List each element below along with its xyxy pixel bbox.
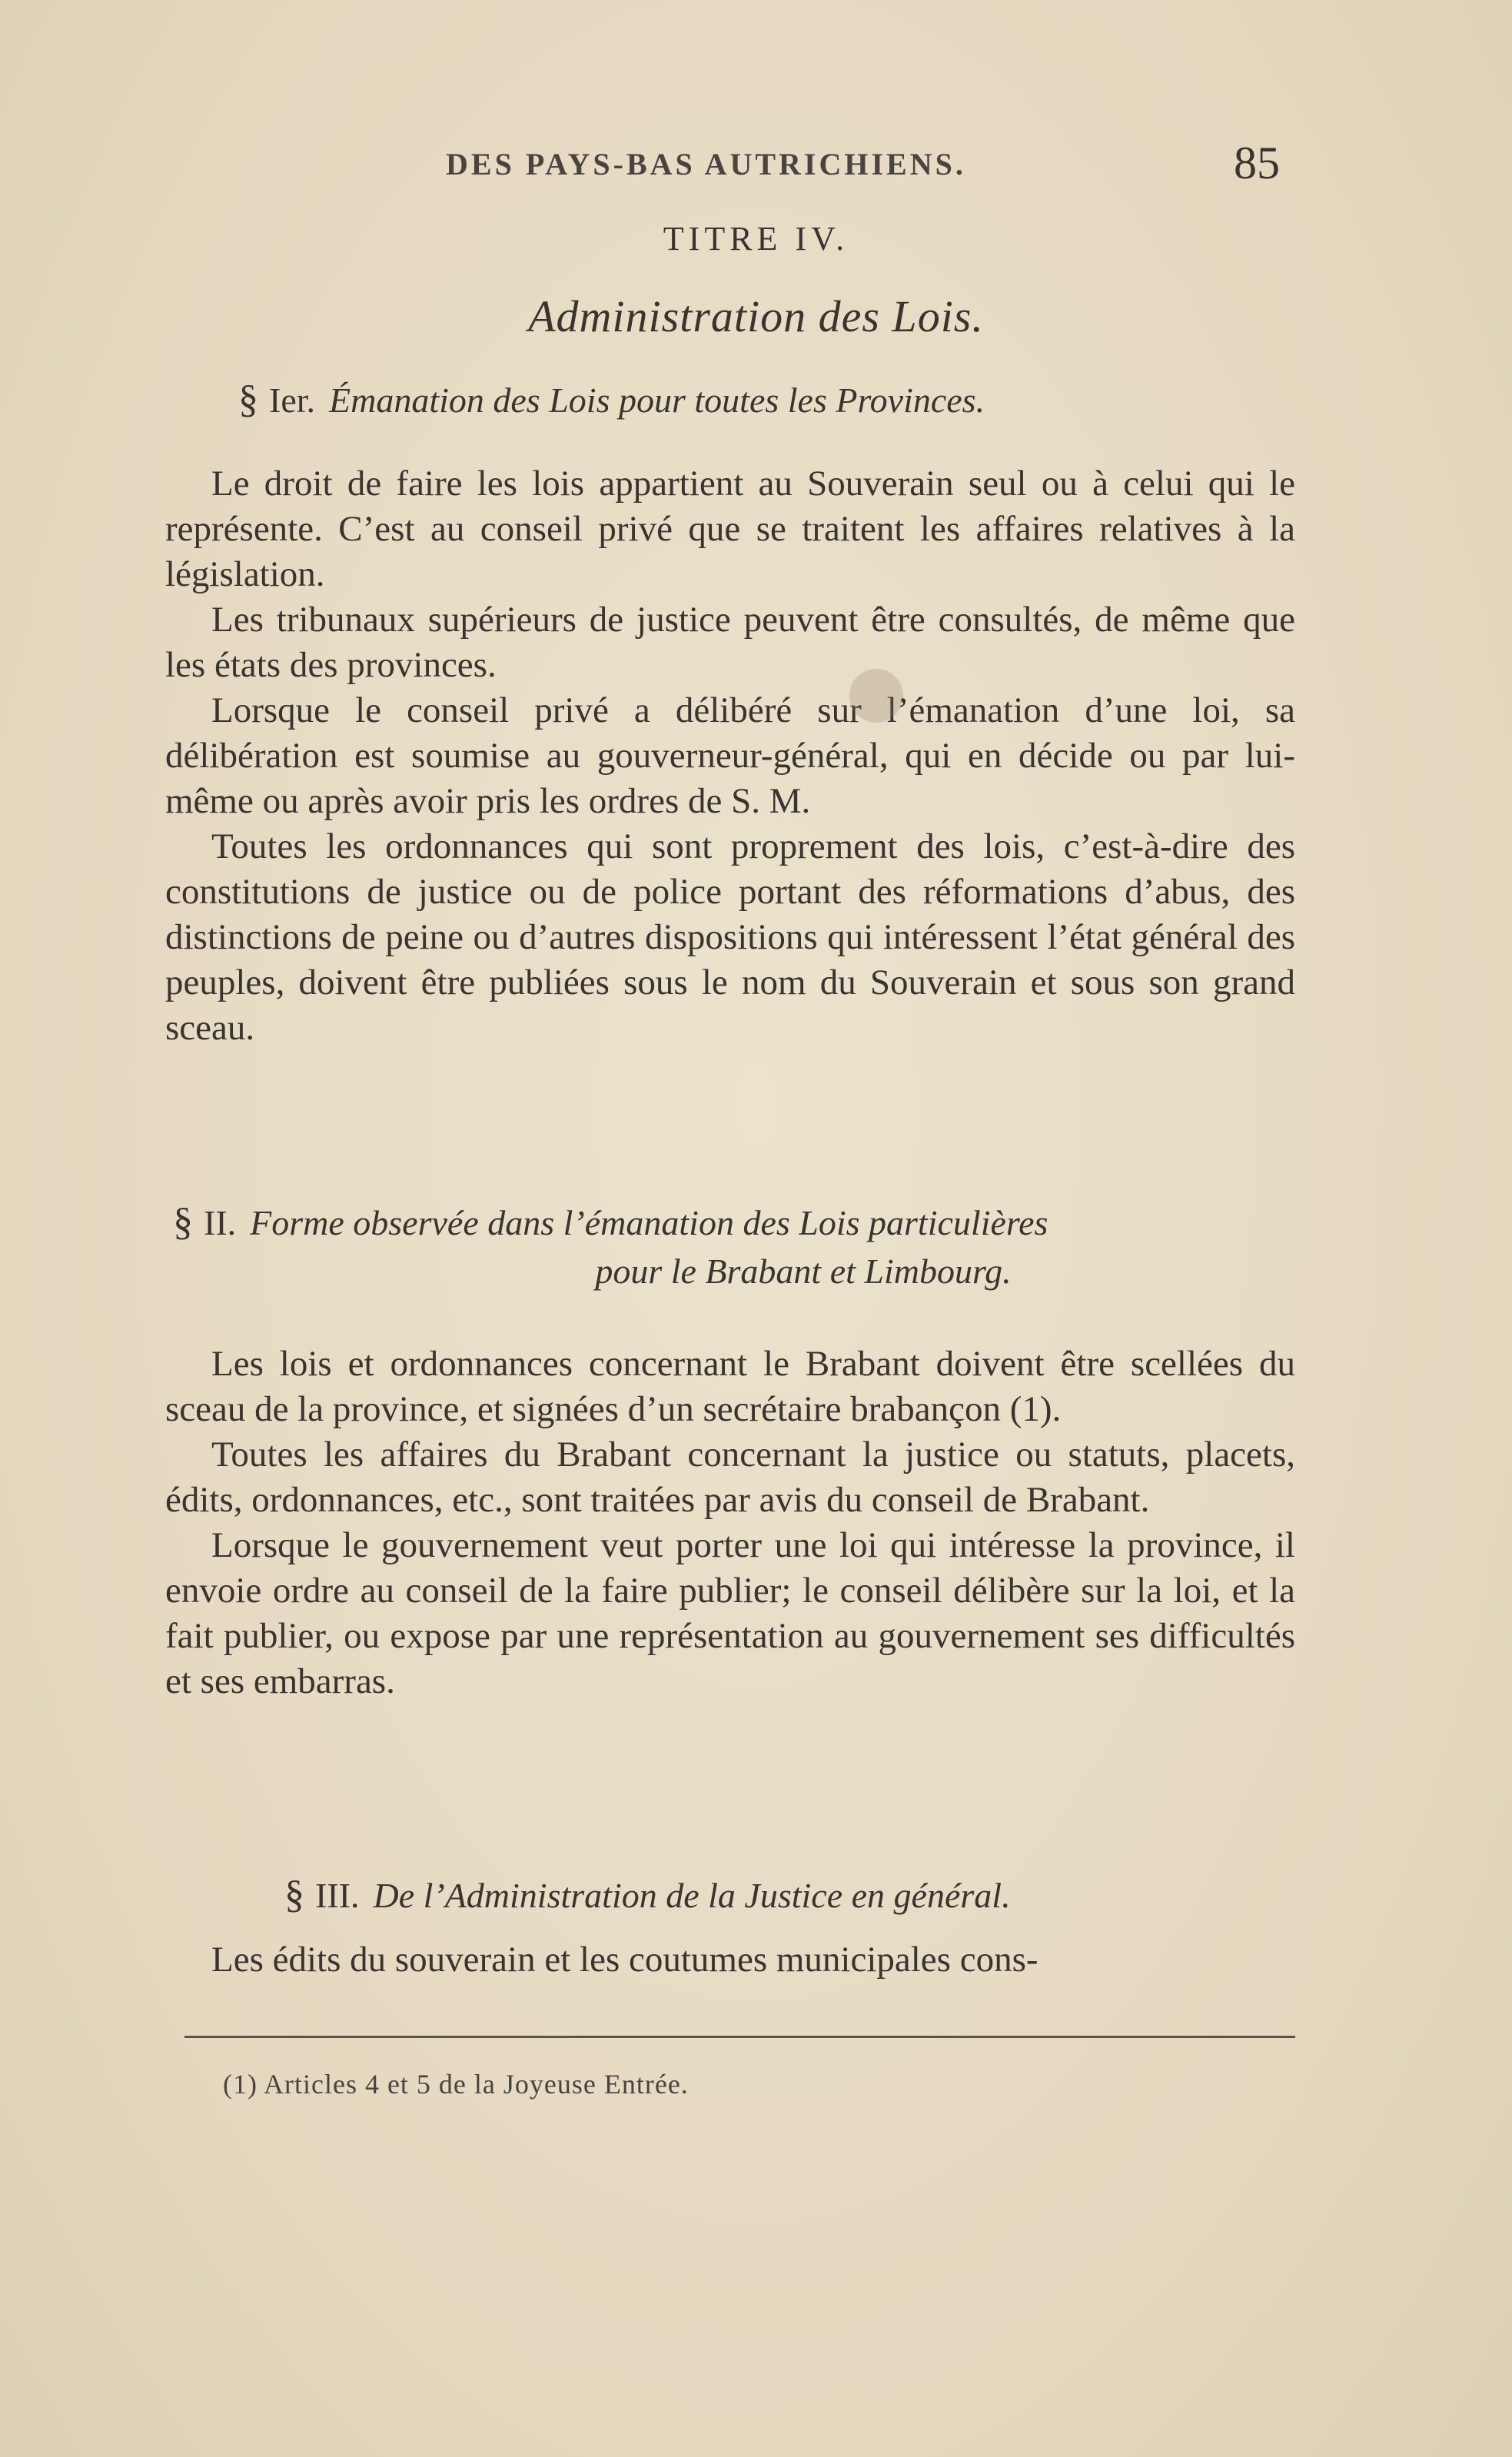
page-number: 85 xyxy=(1234,138,1280,188)
section-number: II. xyxy=(204,1203,237,1242)
section-title: De l’Administration de la Justice en général. xyxy=(373,1876,1011,1915)
titre-heading: TITRE IV. xyxy=(663,220,849,258)
paragraph: Toutes les ordonnances qui sont proprement des lois, c’est-à-dire des constitutions de justice ou de police portant des réformations d’abus, des distinctions de peine ou d’autres dispositions qui intéressent l’état général des peuples, doivent être publiées sous le nom du Souverain et sous son grand sceau. xyxy=(165,826,1295,1048)
section-3-body xyxy=(165,1937,1295,1983)
section-sign: § xyxy=(238,377,258,421)
section-number: Ier. xyxy=(269,381,316,420)
footnote-rule xyxy=(184,2036,1295,2038)
section-sign: § xyxy=(284,1873,304,1917)
paragraph: Toutes les affaires du Brabant concernant la justice ou statuts, placets, édits, ordonnances, etc., sont traitées par avis du conseil de Brabant. xyxy=(165,1435,1295,1520)
section-number: III. xyxy=(315,1876,360,1915)
section-1-body xyxy=(165,461,1295,1051)
section-3-heading xyxy=(284,1872,1011,1917)
section-2-heading xyxy=(173,1199,1295,1292)
section-1-heading xyxy=(238,377,985,422)
paragraph: Les édits du souverain et les coutumes municipales cons- xyxy=(211,1940,1038,1980)
paper-stain xyxy=(849,669,903,723)
section-title-line-2: pour le Brabant et Limbourg. xyxy=(595,1252,1012,1291)
section-title: Émanation des Lois pour toutes les Provinces. xyxy=(329,381,985,420)
paragraph: Les tribunaux supérieurs de justice peuvent être consultés, de même que les états des provinces. xyxy=(165,600,1295,685)
paragraph: Lorsque le gouvernement veut porter une loi qui intéresse la province, il envoie ordre au conseil de la faire publier; le conseil délibère sur la loi, et la fait publier, ou expose par une représentation au gouvernement ses difficultés et ses embarras. xyxy=(165,1525,1295,1701)
section-sign: § xyxy=(173,1200,193,1244)
page-header xyxy=(165,137,1295,198)
footnote: (1) Articles 4 et 5 de la Joyeuse Entrée. xyxy=(223,2069,689,2100)
paragraph: Lorsque le conseil privé a délibéré sur l’émanation d’une loi, sa délibération est soumise au gouverneur-général, qui en décide ou par lui-même ou après avoir pris les ordres de S. M. xyxy=(165,690,1295,821)
chapter-title: Administration des Lois. xyxy=(528,291,984,341)
running-head: DES PAYS-BAS AUTRICHIENS. xyxy=(446,147,966,181)
paragraph: Les lois et ordonnances concernant le Brabant doivent être scellées du sceau de la province, et signées d’un secrétaire brabançon (1). xyxy=(165,1344,1295,1429)
section-2-body xyxy=(165,1342,1295,1704)
section-title-line-1: Forme observée dans l’émanation des Lois particulières xyxy=(250,1203,1048,1242)
paragraph: Le droit de faire les lois appartient au Souverain seul ou à celui qui le représente. C’est au conseil privé que se traitent les affaires relatives à la législation. xyxy=(165,464,1295,594)
